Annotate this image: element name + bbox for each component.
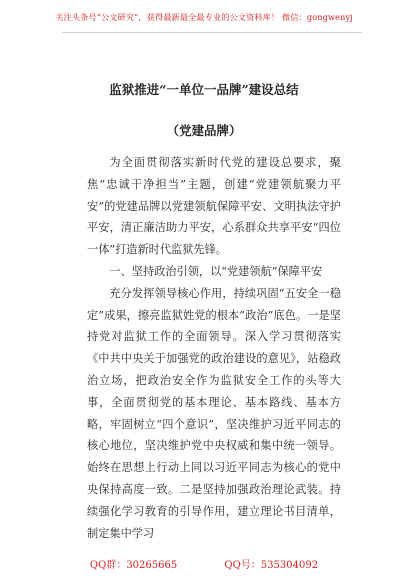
header-divider	[62, 32, 362, 33]
document-title: 监狱推进“一单位一品牌”建设总结	[109, 82, 299, 97]
paragraph-section-1: 充分发挥领导核心作用，持续巩固“五安全一稳定”成果，擦亮监狱姓党的根本“政治”底色。一是坚持党对监狱工作的全面领导。深入学习贯彻落实《中共中央关于加强党的政治建设的意见》，站稳政治立场，把政治安全作为监狱安全工作的头等大事，全面贯彻党的基本理论、基本路线、基本方略，牢固树立“四个意识”，坚决维护习近平同志的核心地位，坚决维护党中央权威和集中统一领导。始终在思想上行动上同以习近平同志为核心的党中央保持高度一致。二是坚持加强政治理论武装。持续强化学习教育的引导作用，建立理论书目清单，制定集中学习	[87, 286, 341, 540]
document-subtitle: （党建品牌）	[166, 123, 242, 138]
paragraph-intro: 为全面贯彻落实新时代党的建设总要求，聚焦“忠诚干净担当”主题，创建“党建领航聚力平安”的党建品牌以党建领航保障平安、文明执法守护平安，清正廉洁助力平安，心系群众共享平安“四位一体”打造新时代监狱先锋。	[87, 156, 341, 257]
footer-qq-number: QQ号：535304092	[224, 560, 319, 571]
footer-contact	[0, 556, 408, 571]
header-promo-note: 关注头条号“公文研究”，获得最新最全最专业的公文资料库！ 微信：gongwenyj	[55, 12, 353, 22]
footer-qq-group: QQ群：30265665	[89, 560, 178, 571]
section-heading-1: 一、坚持政治引领，以“党建领航”保障平安	[109, 264, 323, 278]
document-body	[87, 152, 341, 544]
